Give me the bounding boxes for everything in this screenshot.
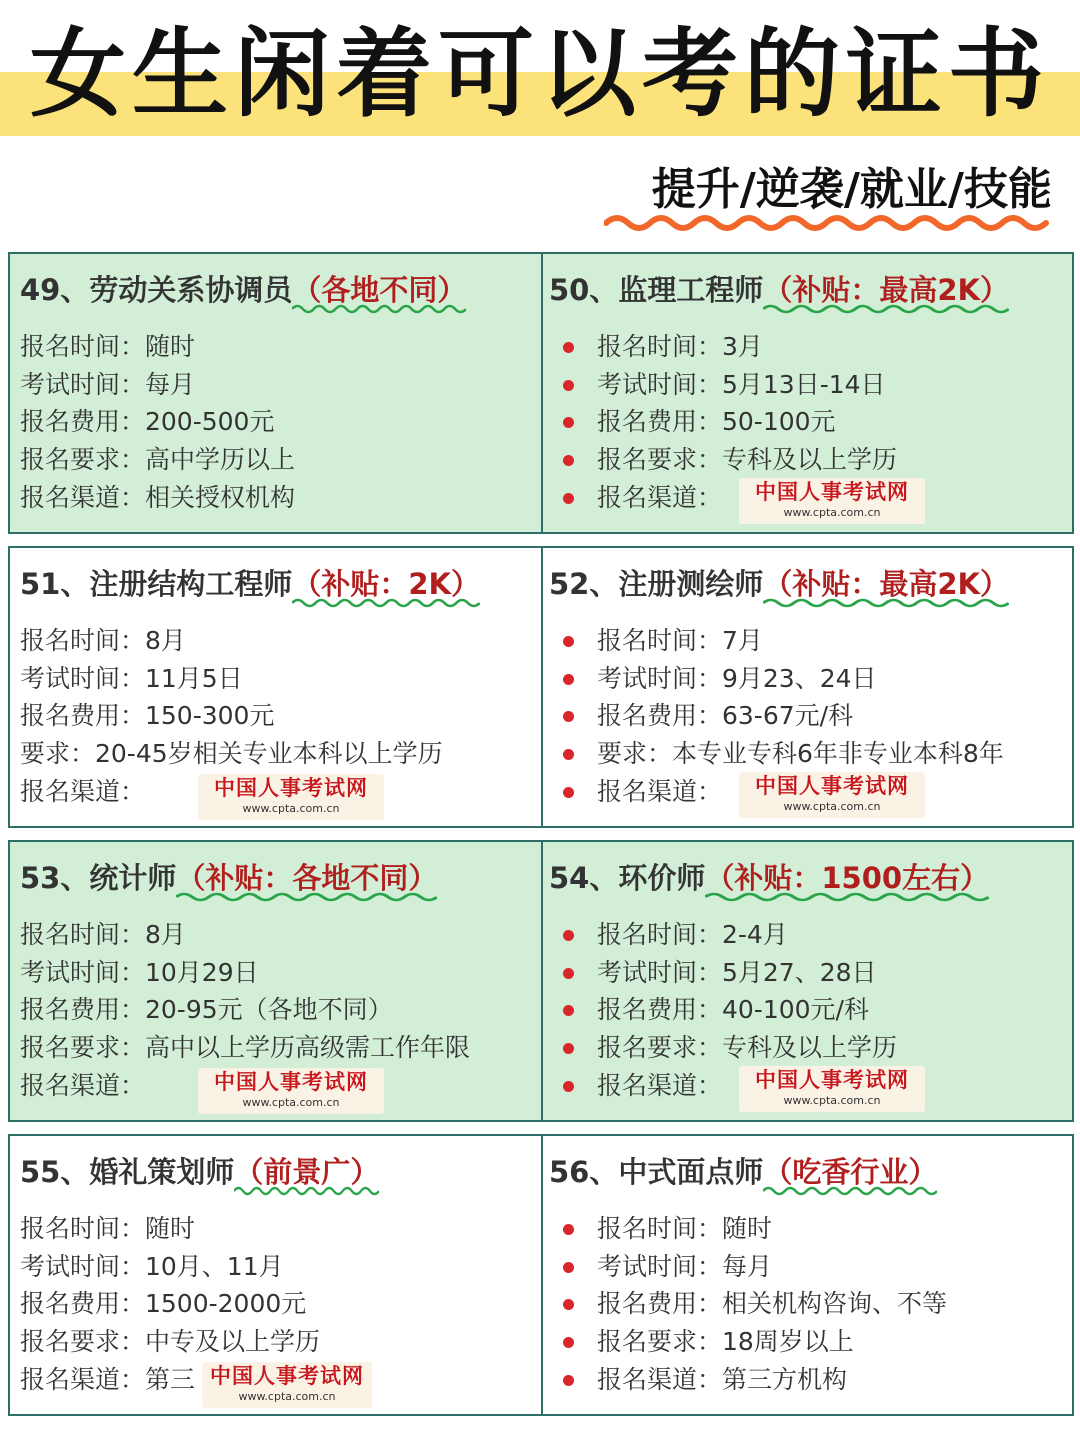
tag-wave-underline	[705, 891, 989, 903]
cpta-logo	[198, 774, 384, 820]
cpta-logo	[198, 1068, 384, 1114]
card-tag: （补贴：2K）	[292, 567, 481, 601]
info-line: 考试时间：9月23、24日	[597, 660, 1004, 698]
info-line: 报名费用：50-100元	[597, 403, 897, 441]
logo-url: www.cpta.com.cn	[242, 1096, 340, 1109]
logo-url: www.cpta.com.cn	[242, 802, 340, 815]
card-title: 56、中式面点师	[549, 1155, 764, 1189]
card-tag: （各地不同）	[292, 273, 467, 307]
grid-row-1	[8, 252, 1074, 534]
logo-url: www.cpta.com.cn	[238, 1390, 336, 1403]
card-tag: （补贴：最高2K）	[763, 273, 1010, 307]
info-line: 考试时间：5月27、28日	[597, 954, 897, 992]
info-line: 要求：本专业专科6年非专业本科8年	[597, 735, 1004, 773]
info-line: 报名时间：随时	[20, 1214, 196, 1243]
card-52	[543, 548, 1074, 826]
info-line: 报名时间：8月	[20, 626, 186, 655]
logo-url: www.cpta.com.cn	[783, 800, 881, 813]
info-line: 考试时间：10月29日	[20, 957, 259, 987]
info-line: 报名时间：随时	[597, 1210, 947, 1248]
info-line: 报名渠道：	[597, 1067, 897, 1105]
card-title: 51、注册结构工程师	[20, 567, 293, 601]
logo-name: 中国人事考试网	[755, 1068, 909, 1092]
card-51	[10, 548, 541, 826]
info-line: 考试时间：11月5日	[20, 663, 243, 693]
info-line: 报名时间：随时	[20, 332, 196, 361]
info-line: 报名渠道：第三	[20, 1364, 196, 1394]
card-tag: （吃香行业）	[763, 1155, 938, 1189]
tag-wave-underline	[234, 1185, 379, 1197]
info-line: 报名费用：1500-2000元	[20, 1289, 307, 1319]
card-50	[543, 254, 1074, 532]
cpta-logo	[739, 1066, 925, 1112]
grid-row-4	[8, 1134, 1074, 1416]
page-title: 女生闲着可以考的证书	[30, 18, 1050, 130]
logo-name: 中国人事考试网	[210, 1364, 364, 1388]
info-line: 报名要求：中专及以上学历	[20, 1327, 321, 1357]
card-53	[10, 842, 541, 1120]
card-56	[543, 1136, 1074, 1414]
logo-name: 中国人事考试网	[755, 480, 909, 504]
info-line: 报名费用：20-95元（各地不同）	[20, 995, 393, 1025]
info-line: 报名渠道：	[597, 479, 897, 517]
logo-url: www.cpta.com.cn	[783, 506, 881, 519]
info-line: 考试时间：每月	[20, 369, 196, 399]
tag-wave-underline	[292, 597, 480, 609]
card-tag: （补贴：各地不同）	[176, 861, 438, 895]
info-line: 报名要求：专科及以上学历	[597, 441, 897, 479]
logo-name: 中国人事考试网	[214, 776, 368, 800]
info-line: 报名费用：63-67元/科	[597, 697, 1004, 735]
info-line: 报名渠道：	[597, 773, 1004, 811]
tag-wave-underline	[763, 1185, 937, 1197]
info-line: 报名渠道：	[20, 776, 146, 806]
card-title: 52、注册测绘师	[549, 567, 764, 601]
info-line: 报名要求：高中以上学历高级需工作年限	[20, 1033, 471, 1063]
logo-url: www.cpta.com.cn	[783, 1094, 881, 1107]
card-title: 50、监理工程师	[549, 273, 764, 307]
cpta-logo	[739, 772, 925, 818]
info-line: 报名时间：3月	[597, 328, 897, 366]
card-title: 54、环价师	[549, 861, 706, 895]
card-title: 49、劳动关系协调员	[20, 273, 293, 307]
card-title: 55、婚礼策划师	[20, 1155, 235, 1189]
info-line: 报名时间：7月	[597, 622, 1004, 660]
info-line: 报名时间：2-4月	[597, 916, 897, 954]
tag-wave-underline	[763, 303, 1009, 315]
card-tag: （补贴：1500左右）	[705, 861, 990, 895]
info-line: 报名时间：8月	[20, 920, 186, 949]
tag-wave-underline	[176, 891, 437, 903]
info-line: 报名费用：40-100元/科	[597, 991, 897, 1029]
info-line: 考试时间：10月、11月	[20, 1251, 284, 1281]
card-tag: （前景广）	[234, 1155, 380, 1189]
tag-wave-underline	[763, 597, 1009, 609]
grid-row-2	[8, 546, 1074, 828]
info-line: 报名要求：专科及以上学历	[597, 1029, 897, 1067]
card-tag: （补贴：最高2K）	[763, 567, 1010, 601]
card-49	[10, 254, 541, 532]
info-line: 报名渠道：相关授权机构	[20, 482, 296, 512]
card-55	[10, 1136, 541, 1414]
info-line: 报名渠道：	[20, 1070, 146, 1100]
info-line: 报名要求：18周岁以上	[597, 1323, 947, 1361]
cpta-logo	[202, 1362, 372, 1408]
card-title: 53、统计师	[20, 861, 177, 895]
info-line: 要求：20-45岁相关专业本科以上学历	[20, 739, 443, 769]
subtitle-wave-underline	[604, 212, 1052, 234]
info-line: 报名要求：高中学历以上	[20, 445, 296, 475]
info-line: 考试时间：每月	[597, 1248, 947, 1286]
page-subtitle: 提升/逆袭/就业/技能	[651, 164, 1052, 215]
tag-wave-underline	[292, 303, 466, 315]
info-line: 报名费用：150-300元	[20, 701, 275, 731]
info-line: 报名渠道：第三方机构	[597, 1361, 947, 1399]
info-line: 考试时间：5月13日-14日	[597, 366, 897, 404]
logo-name: 中国人事考试网	[214, 1070, 368, 1094]
logo-name: 中国人事考试网	[755, 774, 909, 798]
cpta-logo	[739, 478, 925, 524]
info-line: 报名费用：相关机构咨询、不等	[597, 1285, 947, 1323]
info-line: 报名费用：200-500元	[20, 407, 275, 437]
grid-row-3	[8, 840, 1074, 1122]
card-54	[543, 842, 1074, 1120]
